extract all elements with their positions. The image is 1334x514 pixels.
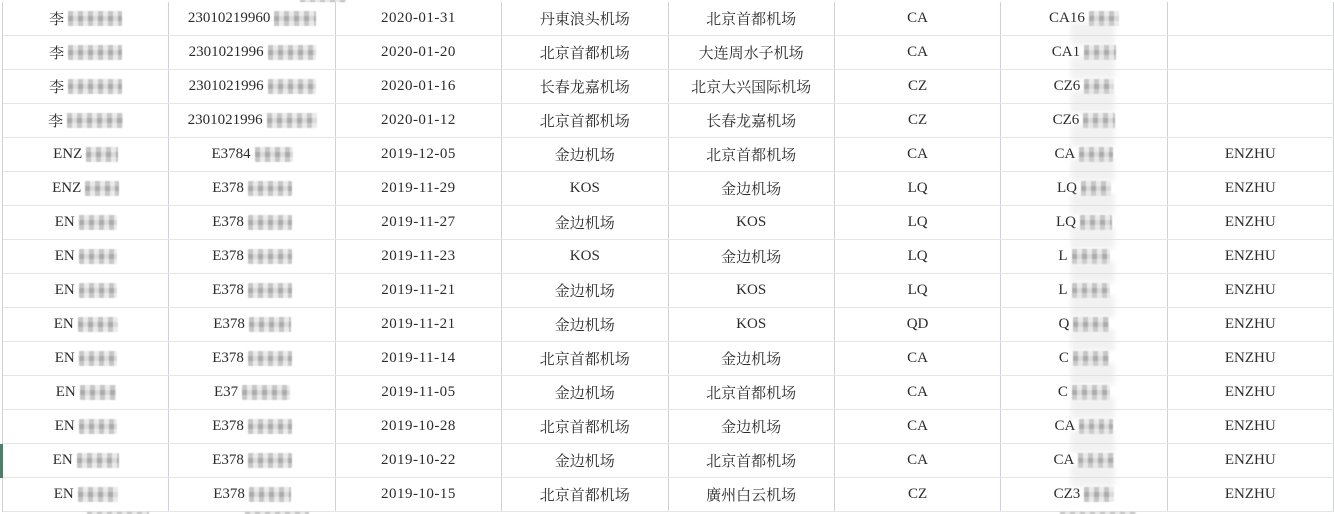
cell-remark[interactable] bbox=[1168, 376, 1334, 409]
cell-id-number[interactable] bbox=[169, 104, 335, 137]
cell-flight-date[interactable] bbox=[336, 410, 502, 443]
cell-remark[interactable] bbox=[1168, 2, 1334, 35]
cell-name[interactable] bbox=[3, 410, 169, 443]
censor-mosaic bbox=[1079, 419, 1113, 434]
cell-airline-code[interactable] bbox=[835, 274, 1001, 307]
censor-mosaic bbox=[78, 487, 118, 502]
cell-departure-airport[interactable] bbox=[502, 376, 668, 409]
flight-date-text: 2019-10-28 bbox=[380, 418, 456, 434]
cell-arrival-airport[interactable] bbox=[669, 342, 835, 375]
cell-name[interactable] bbox=[3, 308, 169, 341]
cell-arrival-airport[interactable] bbox=[669, 104, 835, 137]
cell-airline-code[interactable] bbox=[835, 206, 1001, 239]
flight-date-text: 2019-12-05 bbox=[380, 146, 456, 162]
table-row bbox=[3, 104, 1334, 138]
remark-text: ENZHU bbox=[1224, 384, 1276, 400]
censor-mosaic bbox=[79, 351, 117, 366]
arrival-airport-text: 北京首都机场 bbox=[706, 148, 797, 164]
cell-departure-airport[interactable] bbox=[502, 342, 668, 375]
cell-remark[interactable] bbox=[1168, 240, 1334, 273]
cell-name[interactable] bbox=[3, 444, 169, 477]
cell-name[interactable] bbox=[3, 206, 169, 239]
id-number-text: E3784 bbox=[211, 146, 251, 162]
name-text: EN bbox=[54, 248, 75, 264]
flight-date-text: 2019-11-29 bbox=[381, 180, 456, 196]
id-number-text: E378 bbox=[213, 316, 245, 332]
id-number-text: E378 bbox=[212, 282, 244, 298]
cell-id-number[interactable] bbox=[169, 444, 335, 477]
cell-remark[interactable] bbox=[1168, 274, 1334, 307]
table-row bbox=[3, 308, 1334, 342]
cell-arrival-airport[interactable] bbox=[669, 70, 835, 103]
cell-id-number[interactable] bbox=[169, 376, 335, 409]
departure-airport-text: 金边机场 bbox=[554, 148, 615, 164]
cell-airline-code[interactable] bbox=[835, 478, 1001, 511]
flight-date-text: 2020-01-31 bbox=[380, 10, 456, 26]
cell-departure-airport[interactable] bbox=[502, 70, 668, 103]
cell-airline-code[interactable] bbox=[835, 410, 1001, 443]
cell-departure-airport[interactable] bbox=[502, 308, 668, 341]
departure-airport-text: 金边机场 bbox=[554, 454, 615, 470]
arrival-airport-text: 北京首都机场 bbox=[706, 12, 797, 28]
cell-flight-number[interactable] bbox=[1001, 240, 1167, 273]
arrival-airport-text: 北京大兴国际机场 bbox=[691, 80, 812, 96]
flight-date-text: 2019-11-21 bbox=[381, 282, 456, 298]
name-text: EN bbox=[53, 486, 74, 502]
departure-airport-text: 金边机场 bbox=[554, 386, 615, 402]
cell-remark[interactable] bbox=[1168, 36, 1334, 69]
arrival-airport-text: 大连周水子机场 bbox=[698, 46, 804, 62]
censor-mosaic bbox=[1079, 147, 1113, 162]
cell-remark[interactable] bbox=[1168, 478, 1334, 511]
censor-mosaic bbox=[86, 147, 118, 162]
cell-name[interactable] bbox=[3, 138, 169, 171]
cell-flight-number[interactable] bbox=[1001, 206, 1167, 239]
arrival-airport-text: KOS bbox=[736, 316, 767, 332]
table-row bbox=[3, 410, 1334, 444]
arrival-airport-text: KOS bbox=[736, 282, 767, 298]
remark-text: ENZHU bbox=[1224, 316, 1276, 332]
id-number-text: E37 bbox=[213, 384, 239, 400]
cell-arrival-airport[interactable] bbox=[669, 376, 835, 409]
cell-flight-date[interactable] bbox=[336, 240, 502, 273]
cell-flight-date[interactable] bbox=[336, 36, 502, 69]
id-number-text: 2301021996 bbox=[188, 78, 264, 94]
table-row bbox=[3, 444, 1334, 478]
cell-remark[interactable] bbox=[1168, 444, 1334, 477]
cell-id-number[interactable] bbox=[169, 138, 335, 171]
cell-remark[interactable] bbox=[1168, 138, 1334, 171]
flight-date-text: 2019-11-05 bbox=[381, 384, 456, 400]
cell-flight-date[interactable] bbox=[336, 342, 502, 375]
cell-name[interactable] bbox=[3, 36, 169, 69]
cell-flight-number[interactable] bbox=[1001, 342, 1167, 375]
cell-airline-code[interactable] bbox=[835, 308, 1001, 341]
flight-number-text: CA16 bbox=[1049, 10, 1085, 26]
flight-date-text: 2020-01-12 bbox=[380, 112, 456, 128]
flight-number-text: L bbox=[1058, 282, 1068, 298]
name-text: ENZ bbox=[53, 146, 83, 162]
censor-mosaic bbox=[248, 351, 292, 366]
cell-flight-date[interactable] bbox=[336, 104, 502, 137]
table-row bbox=[3, 36, 1334, 70]
censor-mosaic bbox=[67, 113, 123, 128]
id-number-text: E378 bbox=[212, 248, 244, 264]
arrival-airport-text: 金边机场 bbox=[721, 182, 782, 198]
cell-flight-number[interactable] bbox=[1001, 172, 1167, 205]
arrival-airport-text: 北京首都机场 bbox=[706, 454, 797, 470]
cell-departure-airport[interactable] bbox=[502, 104, 668, 137]
cell-remark[interactable] bbox=[1168, 70, 1334, 103]
cell-departure-airport[interactable] bbox=[502, 36, 668, 69]
censor-mosaic bbox=[242, 385, 290, 400]
cell-flight-date[interactable] bbox=[336, 2, 502, 35]
cell-airline-code[interactable] bbox=[835, 2, 1001, 35]
cell-departure-airport[interactable] bbox=[502, 2, 668, 35]
remark-text: ENZHU bbox=[1224, 248, 1276, 264]
cell-arrival-airport[interactable] bbox=[669, 444, 835, 477]
cell-flight-number[interactable] bbox=[1001, 376, 1167, 409]
table-row bbox=[3, 138, 1334, 172]
id-number-text: E378 bbox=[212, 180, 244, 196]
row-selection-accent-bar bbox=[0, 444, 3, 478]
cell-airline-code[interactable] bbox=[835, 376, 1001, 409]
cell-airline-code[interactable] bbox=[835, 138, 1001, 171]
cell-id-number[interactable] bbox=[169, 308, 335, 341]
flight-number-text: CA bbox=[1054, 418, 1076, 434]
name-text: 李 bbox=[49, 80, 65, 96]
cell-departure-airport[interactable] bbox=[502, 138, 668, 171]
cell-flight-number[interactable] bbox=[1001, 138, 1167, 171]
cell-airline-code[interactable] bbox=[835, 444, 1001, 477]
table-row bbox=[3, 342, 1334, 376]
cell-id-number[interactable] bbox=[169, 70, 335, 103]
censor-mosaic bbox=[79, 283, 117, 298]
cell-departure-airport[interactable] bbox=[502, 240, 668, 273]
flight-date-text: 2019-11-27 bbox=[381, 214, 456, 230]
cell-flight-date[interactable] bbox=[336, 308, 502, 341]
cell-flight-date[interactable] bbox=[336, 138, 502, 171]
cell-arrival-airport[interactable] bbox=[669, 410, 835, 443]
cell-name[interactable] bbox=[3, 70, 169, 103]
censor-mosaic bbox=[68, 79, 122, 94]
airline-code-text: CA bbox=[907, 384, 928, 400]
airline-code-text: CA bbox=[907, 418, 928, 434]
censor-mosaic bbox=[248, 249, 292, 264]
departure-airport-text: 北京首都机场 bbox=[539, 420, 630, 436]
name-text: EN bbox=[54, 350, 75, 366]
flight-date-text: 2019-10-22 bbox=[380, 452, 456, 468]
airline-code-text: CZ bbox=[907, 78, 928, 94]
cell-arrival-airport[interactable] bbox=[669, 478, 835, 511]
name-text: 李 bbox=[49, 12, 65, 28]
cell-departure-airport[interactable] bbox=[502, 478, 668, 511]
remark-text: ENZHU bbox=[1224, 214, 1276, 230]
id-number-text: E378 bbox=[212, 214, 244, 230]
cell-id-number[interactable] bbox=[169, 36, 335, 69]
flight-number-text: CZ6 bbox=[1053, 78, 1081, 94]
censor-mosaic bbox=[1073, 317, 1109, 332]
arrival-airport-text: KOS bbox=[736, 214, 767, 230]
flight-number-text: CZ6 bbox=[1052, 112, 1080, 128]
cell-departure-airport[interactable] bbox=[502, 274, 668, 307]
table-row bbox=[3, 2, 1334, 36]
airline-code-text: CA bbox=[907, 350, 928, 366]
cell-id-number[interactable] bbox=[169, 240, 335, 273]
cell-name[interactable] bbox=[3, 274, 169, 307]
cell-id-number[interactable] bbox=[169, 478, 335, 511]
cell-departure-airport[interactable] bbox=[502, 172, 668, 205]
cell-name[interactable] bbox=[3, 172, 169, 205]
flight-date-text: 2019-11-23 bbox=[381, 248, 456, 264]
cell-remark[interactable] bbox=[1168, 342, 1334, 375]
flight-date-text: 2019-11-21 bbox=[381, 316, 456, 332]
cell-airline-code[interactable] bbox=[835, 342, 1001, 375]
cell-arrival-airport[interactable] bbox=[669, 206, 835, 239]
cell-name[interactable] bbox=[3, 2, 169, 35]
cell-arrival-airport[interactable] bbox=[669, 240, 835, 273]
departure-airport-text: KOS bbox=[569, 248, 600, 264]
remark-text: ENZHU bbox=[1224, 146, 1276, 162]
censor-mosaic bbox=[1084, 45, 1116, 60]
airline-code-text: CZ bbox=[907, 112, 928, 128]
cell-remark[interactable] bbox=[1168, 308, 1334, 341]
name-text: EN bbox=[54, 418, 75, 434]
table-row bbox=[3, 376, 1334, 410]
cell-flight-number[interactable] bbox=[1001, 410, 1167, 443]
flight-date-text: 2020-01-20 bbox=[380, 44, 456, 60]
cell-arrival-airport[interactable] bbox=[669, 36, 835, 69]
flight-number-text: CZ3 bbox=[1053, 486, 1081, 502]
cell-id-number[interactable] bbox=[169, 2, 335, 35]
remark-text: ENZHU bbox=[1224, 350, 1276, 366]
censor-mosaic bbox=[1083, 113, 1115, 128]
cell-flight-date[interactable] bbox=[336, 172, 502, 205]
cell-arrival-airport[interactable] bbox=[669, 308, 835, 341]
arrival-airport-text: 金边机场 bbox=[721, 250, 782, 266]
cell-remark[interactable] bbox=[1168, 172, 1334, 205]
name-text: EN bbox=[54, 282, 75, 298]
flight-date-text: 2020-01-16 bbox=[380, 78, 456, 94]
censor-mosaic bbox=[248, 215, 292, 230]
airline-code-text: LQ bbox=[907, 180, 928, 196]
censor-mosaic bbox=[78, 317, 118, 332]
arrival-airport-text: 廣州白云机场 bbox=[706, 488, 797, 504]
cell-departure-airport[interactable] bbox=[502, 206, 668, 239]
name-text: EN bbox=[52, 452, 73, 468]
remark-text: ENZHU bbox=[1224, 486, 1276, 502]
cell-name[interactable] bbox=[3, 104, 169, 137]
airline-code-text: CA bbox=[907, 146, 928, 162]
censor-mosaic bbox=[80, 385, 116, 400]
arrival-airport-text: 金边机场 bbox=[721, 352, 782, 368]
censor-mosaic bbox=[1089, 11, 1119, 26]
table-row bbox=[3, 206, 1334, 240]
departure-airport-text: 金边机场 bbox=[554, 216, 615, 232]
id-number-text: 2301021996 bbox=[187, 112, 263, 128]
censor-mosaic bbox=[79, 419, 117, 434]
cell-id-number[interactable] bbox=[169, 206, 335, 239]
cell-remark[interactable] bbox=[1168, 206, 1334, 239]
cell-flight-number[interactable] bbox=[1001, 104, 1167, 137]
censor-mosaic bbox=[268, 45, 316, 60]
name-text: EN bbox=[54, 214, 75, 230]
censor-mosaic bbox=[79, 215, 117, 230]
airline-code-text: QD bbox=[906, 316, 929, 332]
cell-flight-number[interactable] bbox=[1001, 444, 1167, 477]
departure-airport-text: 北京首都机场 bbox=[539, 114, 630, 130]
censor-mosaic bbox=[248, 283, 292, 298]
departure-airport-text: 金边机场 bbox=[554, 284, 615, 300]
flight-number-text: C bbox=[1058, 350, 1069, 366]
airline-code-text: CZ bbox=[907, 486, 928, 502]
table-row bbox=[3, 172, 1334, 206]
cell-flight-date[interactable] bbox=[336, 206, 502, 239]
departure-airport-text: 北京首都机场 bbox=[539, 488, 630, 504]
cell-flight-date[interactable] bbox=[336, 70, 502, 103]
arrival-airport-text: 金边机场 bbox=[721, 420, 782, 436]
censor-mosaic-fragment bbox=[300, 0, 346, 2]
censor-mosaic bbox=[68, 45, 122, 60]
remark-text: ENZHU bbox=[1224, 180, 1276, 196]
name-text: 李 bbox=[48, 114, 64, 130]
name-text: ENZ bbox=[52, 180, 82, 196]
cell-remark[interactable] bbox=[1168, 104, 1334, 137]
censor-mosaic bbox=[1084, 487, 1114, 502]
airline-code-text: LQ bbox=[907, 248, 928, 264]
remark-text: ENZHU bbox=[1224, 282, 1276, 298]
cell-departure-airport[interactable] bbox=[502, 444, 668, 477]
name-text: EN bbox=[55, 384, 76, 400]
cell-flight-date[interactable] bbox=[336, 274, 502, 307]
cell-flight-number[interactable] bbox=[1001, 478, 1167, 511]
departure-airport-text: KOS bbox=[569, 180, 600, 196]
censor-mosaic bbox=[274, 11, 316, 26]
cell-airline-code[interactable] bbox=[835, 240, 1001, 273]
cell-flight-number[interactable] bbox=[1001, 308, 1167, 341]
id-number-text: E378 bbox=[213, 486, 245, 502]
cell-airline-code[interactable] bbox=[835, 104, 1001, 137]
cell-name[interactable] bbox=[3, 342, 169, 375]
cell-flight-date[interactable] bbox=[336, 444, 502, 477]
cell-arrival-airport[interactable] bbox=[669, 2, 835, 35]
cell-flight-number[interactable] bbox=[1001, 2, 1167, 35]
censor-mosaic bbox=[1072, 283, 1110, 298]
censor-mosaic bbox=[1078, 453, 1114, 468]
cell-arrival-airport[interactable] bbox=[669, 138, 835, 171]
flight-number-text: CA1 bbox=[1051, 44, 1081, 60]
flight-number-text: Q bbox=[1058, 316, 1070, 332]
cell-flight-date[interactable] bbox=[336, 376, 502, 409]
arrival-airport-text: 北京首都机场 bbox=[706, 386, 797, 402]
censor-mosaic bbox=[248, 419, 292, 434]
cell-airline-code[interactable] bbox=[835, 70, 1001, 103]
table-row bbox=[3, 274, 1334, 308]
id-number-text: E378 bbox=[212, 418, 244, 434]
censor-mosaic bbox=[255, 147, 293, 162]
flight-number-text: LQ bbox=[1056, 180, 1077, 196]
censor-mosaic bbox=[85, 181, 119, 196]
flight-number-text: L bbox=[1058, 248, 1068, 264]
cell-name[interactable] bbox=[3, 376, 169, 409]
censor-mosaic bbox=[79, 249, 117, 264]
table-row bbox=[3, 478, 1334, 512]
censor-mosaic bbox=[248, 181, 292, 196]
cell-name[interactable] bbox=[3, 478, 169, 511]
id-number-text: 23010219960 bbox=[187, 10, 271, 26]
cell-id-number[interactable] bbox=[169, 410, 335, 443]
cell-airline-code[interactable] bbox=[835, 172, 1001, 205]
censor-mosaic bbox=[1080, 215, 1112, 230]
censor-mosaic bbox=[77, 453, 119, 468]
censor-mosaic bbox=[1072, 249, 1110, 264]
flight-number-text: CA bbox=[1054, 146, 1076, 162]
cell-departure-airport[interactable] bbox=[502, 410, 668, 443]
censor-mosaic bbox=[248, 453, 292, 468]
remark-text: ENZHU bbox=[1224, 452, 1276, 468]
flight-date-text: 2019-10-15 bbox=[380, 486, 456, 502]
cell-arrival-airport[interactable] bbox=[669, 274, 835, 307]
censor-mosaic bbox=[1073, 351, 1109, 366]
cell-flight-number[interactable] bbox=[1001, 274, 1167, 307]
censor-mosaic bbox=[1084, 79, 1114, 94]
cell-arrival-airport[interactable] bbox=[669, 172, 835, 205]
censor-mosaic bbox=[1072, 385, 1110, 400]
airline-code-text: CA bbox=[907, 452, 928, 468]
cell-remark[interactable] bbox=[1168, 410, 1334, 443]
id-number-text: 2301021996 bbox=[188, 44, 264, 60]
arrival-airport-text: 长春龙嘉机场 bbox=[706, 114, 797, 130]
cell-flight-date[interactable] bbox=[336, 478, 502, 511]
name-text: 李 bbox=[49, 46, 65, 62]
id-number-text: E378 bbox=[212, 350, 244, 366]
airline-code-text: CA bbox=[907, 10, 928, 26]
name-text: EN bbox=[53, 316, 74, 332]
cell-flight-number[interactable] bbox=[1001, 70, 1167, 103]
censor-mosaic bbox=[249, 487, 291, 502]
id-number-text: E378 bbox=[212, 452, 244, 468]
censor-mosaic bbox=[268, 79, 316, 94]
table-row bbox=[3, 240, 1334, 274]
flight-records-table bbox=[2, 2, 1334, 512]
departure-airport-text: 长春龙嘉机场 bbox=[539, 80, 630, 96]
censor-mosaic bbox=[68, 11, 122, 26]
cell-id-number[interactable] bbox=[169, 274, 335, 307]
flight-number-text: CA bbox=[1053, 452, 1075, 468]
departure-airport-text: 北京首都机场 bbox=[539, 46, 630, 62]
cell-name[interactable] bbox=[3, 240, 169, 273]
cell-id-number[interactable] bbox=[169, 172, 335, 205]
departure-airport-text: 金边机场 bbox=[554, 318, 615, 334]
flight-number-text: C bbox=[1057, 384, 1068, 400]
flight-number-text: LQ bbox=[1055, 214, 1076, 230]
remark-text: ENZHU bbox=[1224, 418, 1276, 434]
censor-mosaic bbox=[1081, 181, 1111, 196]
departure-airport-text: 北京首都机场 bbox=[539, 352, 630, 368]
airline-code-text: CA bbox=[907, 44, 928, 60]
cell-airline-code[interactable] bbox=[835, 36, 1001, 69]
table-row bbox=[3, 70, 1334, 104]
departure-airport-text: 丹東浪头机场 bbox=[539, 12, 630, 28]
censor-mosaic bbox=[267, 113, 317, 128]
cell-flight-number[interactable] bbox=[1001, 36, 1167, 69]
censor-mosaic bbox=[249, 317, 291, 332]
airline-code-text: LQ bbox=[907, 282, 928, 298]
airline-code-text: LQ bbox=[907, 214, 928, 230]
flight-date-text: 2019-11-14 bbox=[381, 350, 456, 366]
cell-id-number[interactable] bbox=[169, 342, 335, 375]
